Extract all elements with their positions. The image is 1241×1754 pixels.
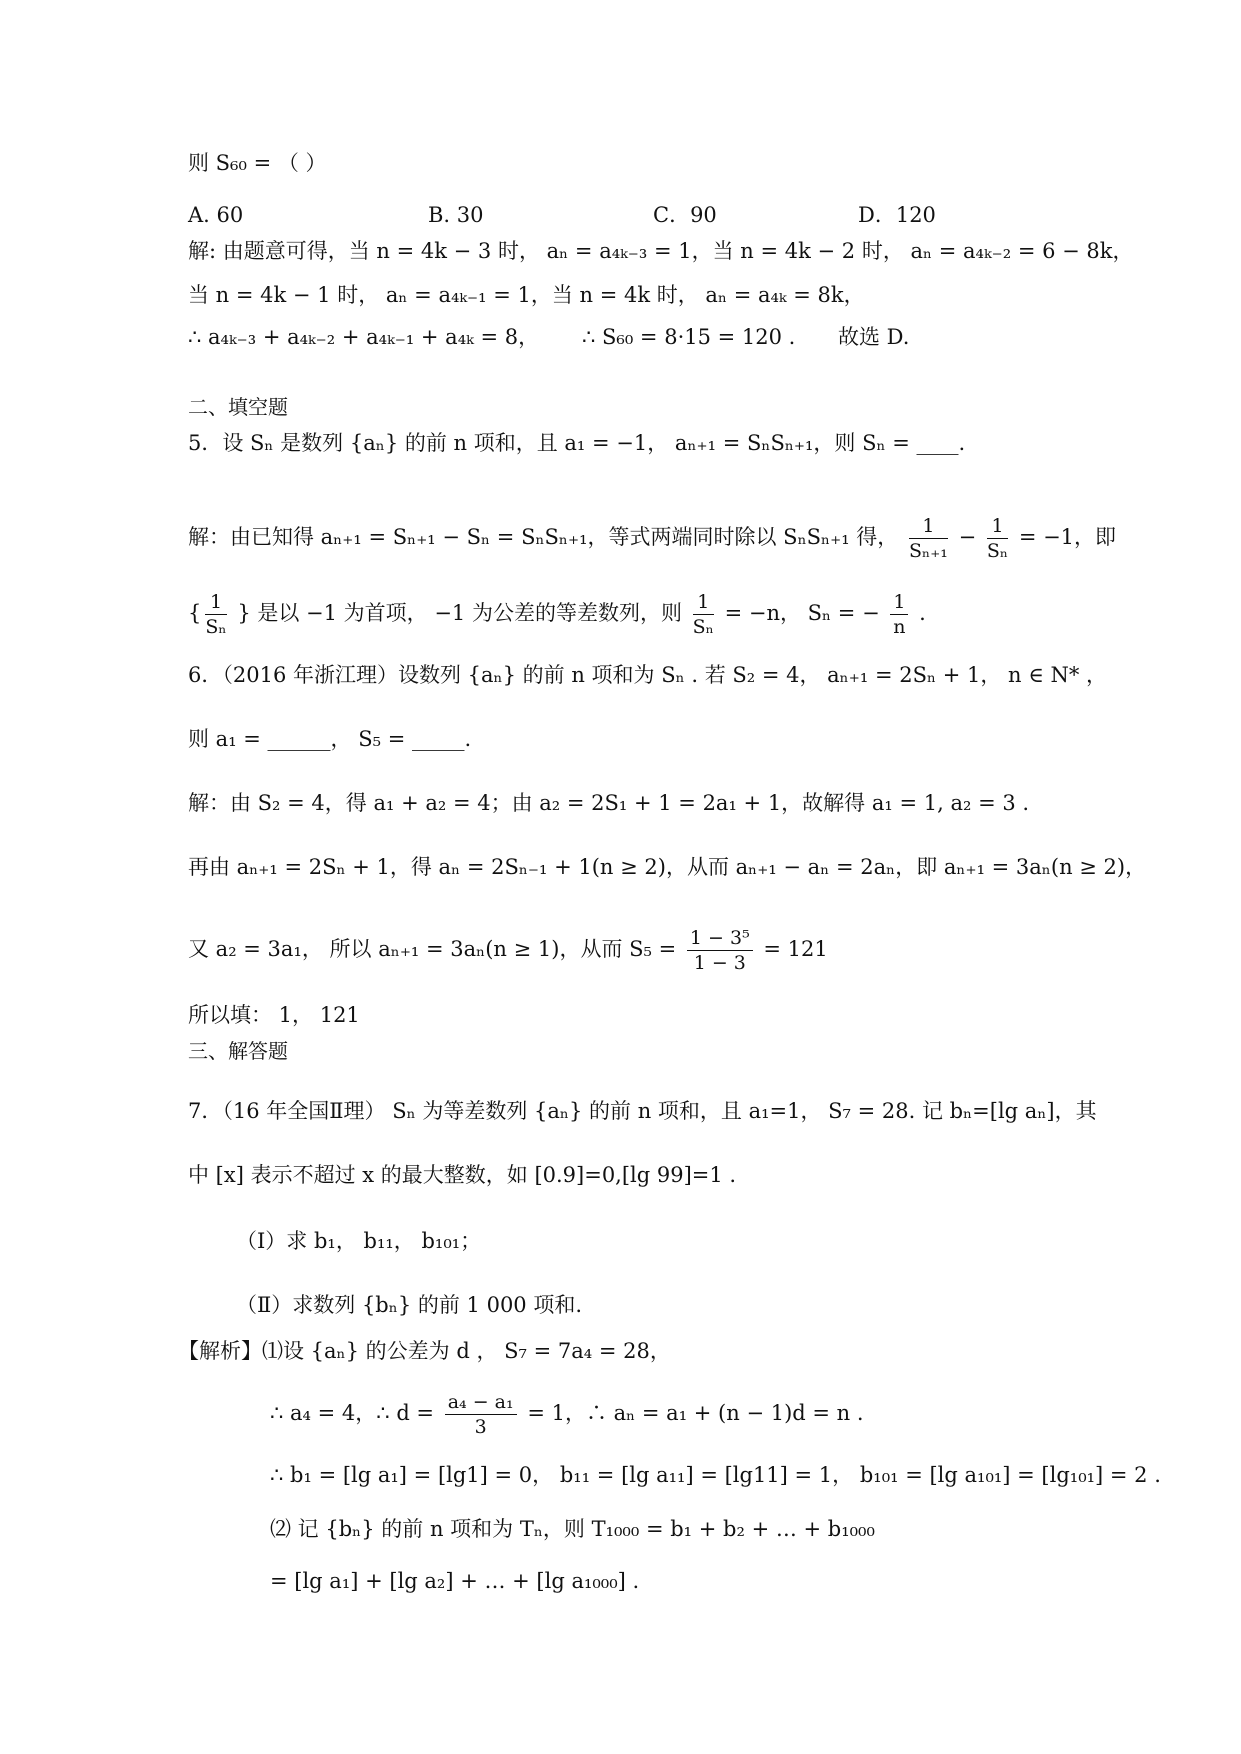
numerator: 1 − 3⁵ xyxy=(687,926,753,951)
denominator: 3 xyxy=(474,1416,487,1438)
option-a: A. 60 xyxy=(188,203,244,227)
denominator: Sₙ xyxy=(692,616,714,638)
solution-line: ∴ S₆₀ = 8·15 = 120 . xyxy=(582,325,796,349)
brace: { xyxy=(188,601,202,625)
solution-line: 解：由 S₂ = 4，得 a₁ + a₂ = 4；由 a₂ = 2S₁ + 1 = 2a₁ + 1，故解得 a₁ = 1, a₂ = 3 . xyxy=(188,791,1030,815)
solution-text: = 1，∴ aₙ = a₁ + (n − 1)d = n . xyxy=(527,1401,864,1425)
question-7: 中 [x] 表示不超过 x 的最大整数，如 [0.9]=0,[lg 99]=1 . xyxy=(188,1163,737,1187)
option-c: C．90 xyxy=(653,203,717,227)
numerator: a₄ − a₁ xyxy=(445,1390,517,1415)
fraction xyxy=(205,590,226,639)
fraction xyxy=(693,590,714,639)
numerator: 1 xyxy=(205,590,226,615)
option-d: D．120 xyxy=(858,203,936,227)
section-title: 三、解答题 xyxy=(188,1039,288,1063)
fraction xyxy=(687,926,753,975)
question-7-part-2: （Ⅱ）求数列 {bₙ} 的前 1 000 项和. xyxy=(236,1293,583,1317)
question-7-part-1: （Ⅰ）求 b₁， b₁₁， b₁₀₁； xyxy=(236,1229,482,1253)
solution-line: 解: 由题意可得，当 n = 4k − 3 时， aₙ = a₄ₖ₋₃ = 1，当 n = 4k − 2 时， aₙ = a₄ₖ₋₂ = 6 − 8k， xyxy=(188,239,1134,263)
solution-text: = −n， Sₙ = − xyxy=(724,601,880,625)
solution-text: 又 a₂ = 3a₁， 所以 aₙ₊₁ = 3aₙ(n ≥ 1)，从而 S₅ = xyxy=(188,937,677,961)
denominator: Sₙ xyxy=(205,616,227,638)
denominator: n xyxy=(893,616,906,638)
numerator: 1 xyxy=(890,590,908,615)
solution-text: = 121 xyxy=(763,937,828,961)
answer-line: 所以填： 1， 121 xyxy=(188,1003,360,1027)
question-6: 6．（2016 年浙江理）设数列 {aₙ} 的前 n 项和为 Sₙ . 若 S₂ = 4， aₙ₊₁ = 2Sₙ + 1， n ∈ N* ， xyxy=(188,663,1108,687)
fraction xyxy=(445,1390,517,1439)
numerator: 1 xyxy=(987,514,1008,539)
fraction xyxy=(987,514,1008,563)
question-6-blanks: 则 a₁ = ______， S₅ = _____. xyxy=(188,727,472,751)
solution-line: ⑵ 记 {bₙ} 的前 n 项和为 Tₙ，则 T₁₀₀₀ = b₁ + b₂ + … + b₁₀₀₀ xyxy=(270,1517,875,1541)
solution-line xyxy=(188,926,828,975)
solution-text: . xyxy=(919,601,926,625)
solution-line: 再由 aₙ₊₁ = 2Sₙ + 1，得 aₙ = 2Sₙ₋₁ + 1(n ≥ 2)，从而 aₙ₊₁ − aₙ = 2aₙ，即 aₙ₊₁ = 3aₙ(n ≥ 2)， xyxy=(188,855,1147,879)
numerator: 1 xyxy=(909,514,948,539)
solution-line: ∴ a₄ₖ₋₃ + a₄ₖ₋₂ + a₄ₖ₋₁ + a₄ₖ = 8， xyxy=(188,325,540,349)
numerator: 1 xyxy=(693,590,714,615)
solution-line xyxy=(188,514,1116,563)
question-5: 5．设 Sₙ 是数列 {aₙ} 的前 n 项和，且 a₁ = −1， aₙ₊₁ = SₙSₙ₊₁，则 Sₙ = ____. xyxy=(188,431,966,455)
section-title: 二、填空题 xyxy=(188,395,288,419)
solution-line: 当 n = 4k − 1 时， aₙ = a₄ₖ₋₁ = 1，当 n = 4k 时， aₙ = a₄ₖ = 8k， xyxy=(188,283,865,307)
solution-text: = −1，即 xyxy=(1018,525,1117,549)
solution-text: 解：由已知得 aₙ₊₁ = Sₙ₊₁ − Sₙ = SₙSₙ₊₁，等式两端同时除以 SₙSₙ₊₁ 得， xyxy=(188,525,899,549)
solution-line xyxy=(270,1390,864,1439)
question-stem-line: 则 S₆₀ = （ ） xyxy=(188,151,327,175)
fraction xyxy=(909,514,948,563)
fraction xyxy=(890,590,908,639)
option-b: B. 30 xyxy=(428,203,484,227)
solution-line: 【解析】⑴设 {aₙ} 的公差为 d ， S₇ = 7a₄ = 28， xyxy=(178,1339,671,1363)
solution-text: } 是以 −1 为首项， −1 为公差的等差数列，则 xyxy=(237,601,682,625)
denominator: Sₙ₊₁ xyxy=(909,540,948,562)
answer-choice: 故选 D. xyxy=(838,325,910,349)
solution-line: ∴ b₁ = [lg a₁] = [lg1] = 0， b₁₁ = [lg a₁₁] = [lg11] = 1， b₁₀₁ = [lg a₁₀₁] = [lg₁₀₁] = 2 . xyxy=(270,1463,1161,1487)
solution-line: = [lg a₁] + [lg a₂] + … + [lg a₁₀₀₀] . xyxy=(270,1569,640,1593)
denominator: Sₙ xyxy=(986,540,1009,562)
question-7: 7．（16 年全国Ⅱ理） Sₙ 为等差数列 {aₙ} 的前 n 项和，且 a₁=1， S₇ = 28. 记 bₙ=[lg aₙ]，其 xyxy=(188,1099,1097,1123)
denominator: 1 − 3 xyxy=(693,952,746,974)
solution-line xyxy=(188,590,926,639)
solution-text: ∴ a₄ = 4，∴ d = xyxy=(270,1401,435,1425)
minus-sign: − xyxy=(958,525,977,549)
